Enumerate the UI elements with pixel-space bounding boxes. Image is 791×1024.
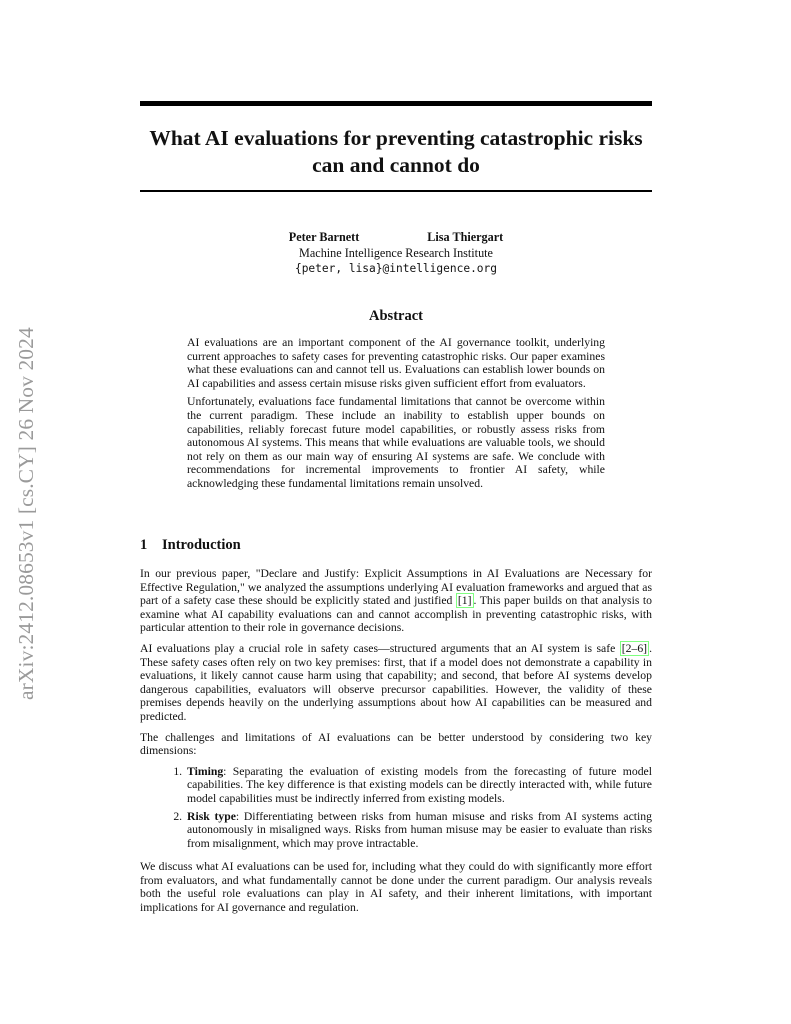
list-item-term: Risk type [187,809,236,823]
section-number: 1 [140,537,148,553]
title-rule-top [140,101,652,106]
list-item-text: : Differentiating between risks from human misuse and risks from AI systems acting autonomously in misaligned ways. Risks from human misuse may be easier to evaluate than risks from misalignment, which may prove intractable. [187,809,652,850]
author-1: Peter Barnett [288,230,360,244]
paper-title [140,125,652,179]
intro-paragraph-1 [140,567,652,635]
introduction-body [140,567,652,922]
list-item-text: : Separating the evaluation of existing models from the forecasting of future model capabilities. The key difference is that existing models can be directly interacted with, while future model capabilities must be indirectly inferred from existing models. [187,764,652,805]
intro-paragraph-3: The challenges and limitations of AI evaluations can be better understood by considering two key dimensions: [140,730,652,758]
author-2: Lisa Thiergart [427,230,504,244]
paragraph-text: . This paper builds on that analysis to examine what AI capability evaluations can and cannot accomplish in preventing catastrophic risks, with particular attention to their role in governance decisions. [140,594,652,635]
paragraph-text: In our previous paper, "Declare and Justify: Explicit Assumptions in AI Evaluations are Necessary for Effective Regulation," we analyzed the assumptions underlying AI evaluation frameworks and argued that as part of a safety case these should be explicitly stated and justified [140,567,652,608]
list-item [185,765,652,806]
intro-paragraph-4: We discuss what AI evaluations can be used for, including what they could do with significantly more effort from evaluators, and what fundamentally cannot be done under the current paradigm. Our analysis reveals both the useful role evaluations can play in AI safety, and their inherent limitations, with important implications for AI governance and regulation. [140,860,652,915]
author-email: {peter, lisa}@intelligence.org [294,262,498,275]
affiliation: Machine Intelligence Research Institute [299,246,493,260]
citation-link[interactable]: [2–6] [621,641,648,655]
list-item [185,810,652,851]
abstract-paragraph-1: AI evaluations are an important component of the AI governance toolkit, underlying current approaches to safety cases for preventing catastrophic risks. Our paper examines what these evaluations can and cannot tell us. Evaluations can establish lower bounds on AI capabilities and assess certain misuse risks given sufficient effort from evaluators. [187,336,605,390]
arxiv-identifier[interactable]: arXiv:2412.08653v1 [cs.CY] 26 Nov 2024 [14,327,38,700]
list-item-term: Timing [187,764,224,778]
dimensions-list [140,765,652,851]
abstract-body [187,336,605,496]
abstract-heading: Abstract [369,308,423,324]
intro-paragraph-2 [140,642,652,724]
paragraph-text: . These safety cases often rely on two key premises: first, that if a model does not demonstrate a capability in evaluations, it likely cannot cause harm using that capability; and second, that before AI systems develop dangerous capabilities, evaluators will observe precursor capabilities. However, the validity of these premises depends heavily on the underlying assumptions about how AI capabilities can be measured and predicted. [140,641,652,723]
title-rule-bottom [140,190,652,192]
paragraph-text: AI evaluations play a crucial role in safety cases—structured arguments that an AI system is safe [140,641,620,655]
title-line-2: can and cannot do [312,153,480,177]
author-block [200,229,592,277]
section-heading [140,537,241,554]
author-names [200,229,592,245]
title-line-1: What AI evaluations for preventing catastrophic risks [149,126,643,150]
abstract-paragraph-2: Unfortunately, evaluations face fundamental limitations that cannot be overcome within the current paradigm. These include an inability to establish upper bounds on capabilities, reliably forecast future model capabilities, or robustly assess risks from autonomous AI systems. This means that while evaluations are valuable tools, we should not rely on them as our main way of ensuring AI systems are safe. We conclude with recommendations for incremental improvements to frontier AI safety, while acknowledging these fundamental limitations remain unsolved. [187,395,605,490]
citation-link[interactable]: [1] [457,594,472,608]
section-title: Introduction [162,537,241,553]
